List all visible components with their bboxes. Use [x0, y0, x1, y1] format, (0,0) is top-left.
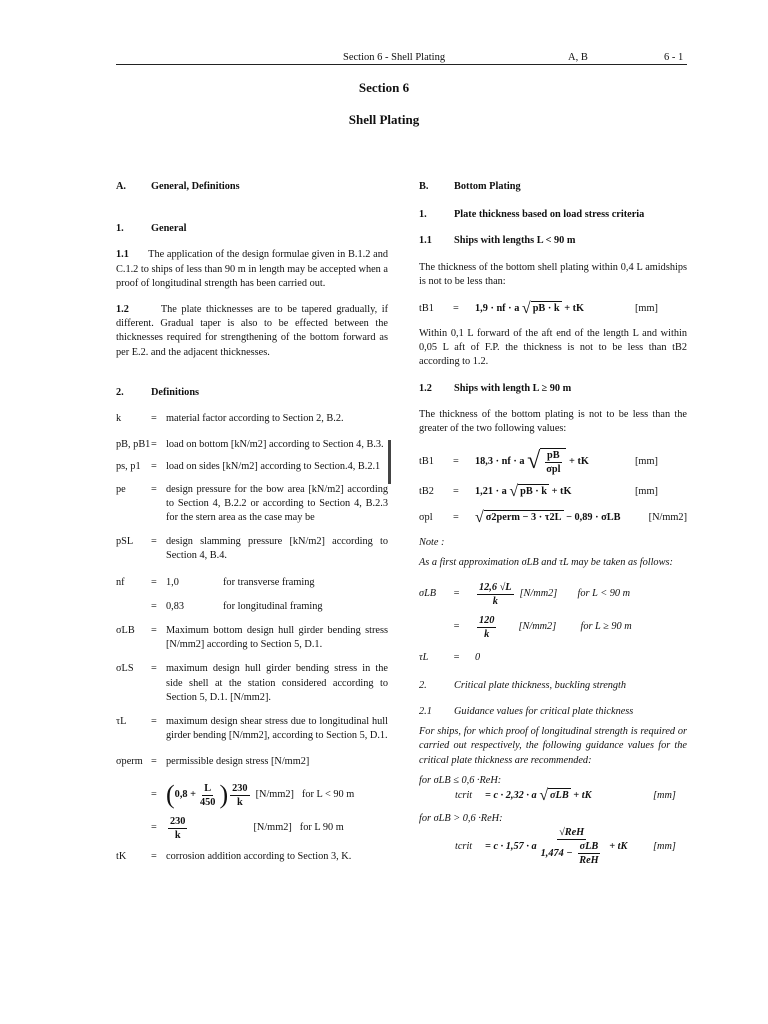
- def-nf-2: = 0,83 for longitudinal framing: [151, 600, 323, 612]
- formula-tcrit-2: tcrit = c · 1,57 · a √ReH 1,474 − $\frac{\text{σLB}}{\text{ReH}}$ + tK [mm]: [455, 827, 676, 867]
- heading-critical-2-1: 2.1 Guidance values for critical plate thickness: [419, 706, 634, 718]
- formula-tau-l: τL = 0: [419, 651, 481, 663]
- heading-1-2: 1.2 Ships with length L ≥ 90 m: [419, 382, 572, 394]
- formula-tb1-b: tB1 = 18,3 · nf · a √ $\frac{pB}{\text{σpl}}$ + tK [mm]: [419, 448, 658, 476]
- cond-1: for σLB ≤ 0,6 ·ReH:: [419, 774, 502, 786]
- section-name: Shell Plating: [348, 112, 420, 127]
- formula-tcrit-1: tcrit = c · 2,32 · a √ σLB + tK [mm]: [455, 787, 676, 805]
- def-sigma-lb: σLB = Maximum bottom design hull girder bending stress [N/mm2] according to Section 5, D.1.: [116, 625, 388, 651]
- formula-sigma-lb-2: = $\frac{120}{k}$ [N/mm2] for L ≥ 90 m: [453, 614, 632, 640]
- def-ps: ps, p1 = load on sides [kN/m2] according to Section.4, B.2.1: [116, 460, 388, 474]
- heading-b: B. Bottom Plating: [419, 181, 521, 192]
- para-1-2: 1.2 The plate thicknesses are to be tapered gradually, if different. Gradual taper is also to be effected between the thicknesses required for strengthening of the bottom forward as per E.2. and the adjacent thicknesses.: [116, 304, 388, 358]
- heading-general: 1. General: [116, 223, 187, 235]
- cond-2: for σLB > 0,6 ·ReH:: [419, 813, 503, 825]
- right-column: [419, 180, 687, 867]
- para-1-2-text: The thickness of the bottom plating is not to be less than the greater of the two following values:: [419, 408, 687, 435]
- heading-critical-2: 2. Critical plate thickness, buckling strength: [419, 679, 627, 691]
- para-within: Within 0,1 L forward of the aft end of the length L and within 0,05 L aft of F.P. the thickness is not to be less than tB2 according to 1.2.: [419, 328, 687, 368]
- heading-plate-thickness: 1. Plate thickness based on load stress criteria: [419, 209, 645, 221]
- def-psl: pSL = design slamming pressure [kN/m2] according to Section 4, B.4.: [116, 536, 388, 562]
- header-part: A, B: [568, 52, 588, 63]
- heading-definitions: 2. Definitions: [116, 386, 200, 398]
- def-sigma-perm: σperm = permissible design stress [N/mm2]: [116, 756, 310, 768]
- header-page: 6 - 1: [664, 52, 684, 63]
- def-tk: tK = corrosion addition according to Section 3, K.: [116, 850, 352, 862]
- left-column: [116, 180, 388, 864]
- change-bar: [388, 440, 391, 462]
- header-section: Section 6 - Shell Plating: [343, 52, 446, 63]
- header-rule: [116, 64, 687, 65]
- heading-1-1: 1.1 Ships with lengths L < 90 m: [419, 235, 576, 247]
- formula-sigma-lb-1: σLB = $\frac{12,6 √L}{k}$ [N/mm2] for L < 90 m: [419, 581, 631, 607]
- change-bar: [388, 462, 391, 484]
- note-text: As a first approximation σLB and τL may be taken as follows:: [419, 557, 673, 569]
- para-guidance: For ships, for which proof of longitudinal strength is required or carried out respectively, the following guidance values for the critical plate thickness are recommended:: [419, 726, 687, 766]
- formula-sigma-pl: σpl = √ σ2perm − 3 · τ2L − 0,89 · σLB [N/mm2]: [419, 509, 687, 527]
- section-title: Section 6: [358, 80, 410, 95]
- formula-sigma-perm-1: = ( 0,8 + $\frac{L}{450}$ ) $\frac{230}{k}$ [N/mm2] for L < 90 m: [151, 780, 355, 810]
- def-sigma-ls: σLS = maximum design hull girder bending stress in the side shell at the station considered according to Section 5, D.1. [N/mm2].: [116, 663, 388, 703]
- para-1-1-text: The thickness of the bottom shell plating within 0,4 L amidships is not to be less than:: [419, 261, 687, 287]
- def-nf-1: nf = 1,0 for transverse framing: [116, 576, 315, 588]
- def-tau-l: τL = maximum design shear stress due to longitudinal hull girder bending [N/mm2], according to Section 5, D.1.: [116, 716, 388, 742]
- note-title: Note :: [419, 537, 445, 549]
- def-pb: pB, pB1 = load on bottom [kN/m2] according to Section 4, B.3.: [116, 438, 388, 452]
- para-1-1: 1.1 The application of the design formulae given in B.1.2 and C.1.2 to ships of less than 90 m in length may be accepted when a proof of longitudinal strength has been carried out.: [116, 249, 388, 289]
- heading-a: A. General, Definitions: [116, 181, 240, 192]
- formula-sigma-perm-2: = $\frac{230}{k}$ [N/mm2] for L 90 m: [151, 815, 344, 841]
- formula-tb1-a: tB1 = 1,9 · nf · a √ pB · k + tK [mm]: [419, 300, 658, 318]
- def-k: k = material factor according to Section 2, B.2.: [116, 413, 344, 425]
- formula-tb2: tB2 = 1,21 · a √ pB · k + tK [mm]: [419, 483, 658, 501]
- def-pe: pe = design pressure for the bow area [kN/m2] according to Section 4, B.2.2 or according to Section 4, B.2.3 for the stern area as the case may be: [116, 483, 388, 524]
